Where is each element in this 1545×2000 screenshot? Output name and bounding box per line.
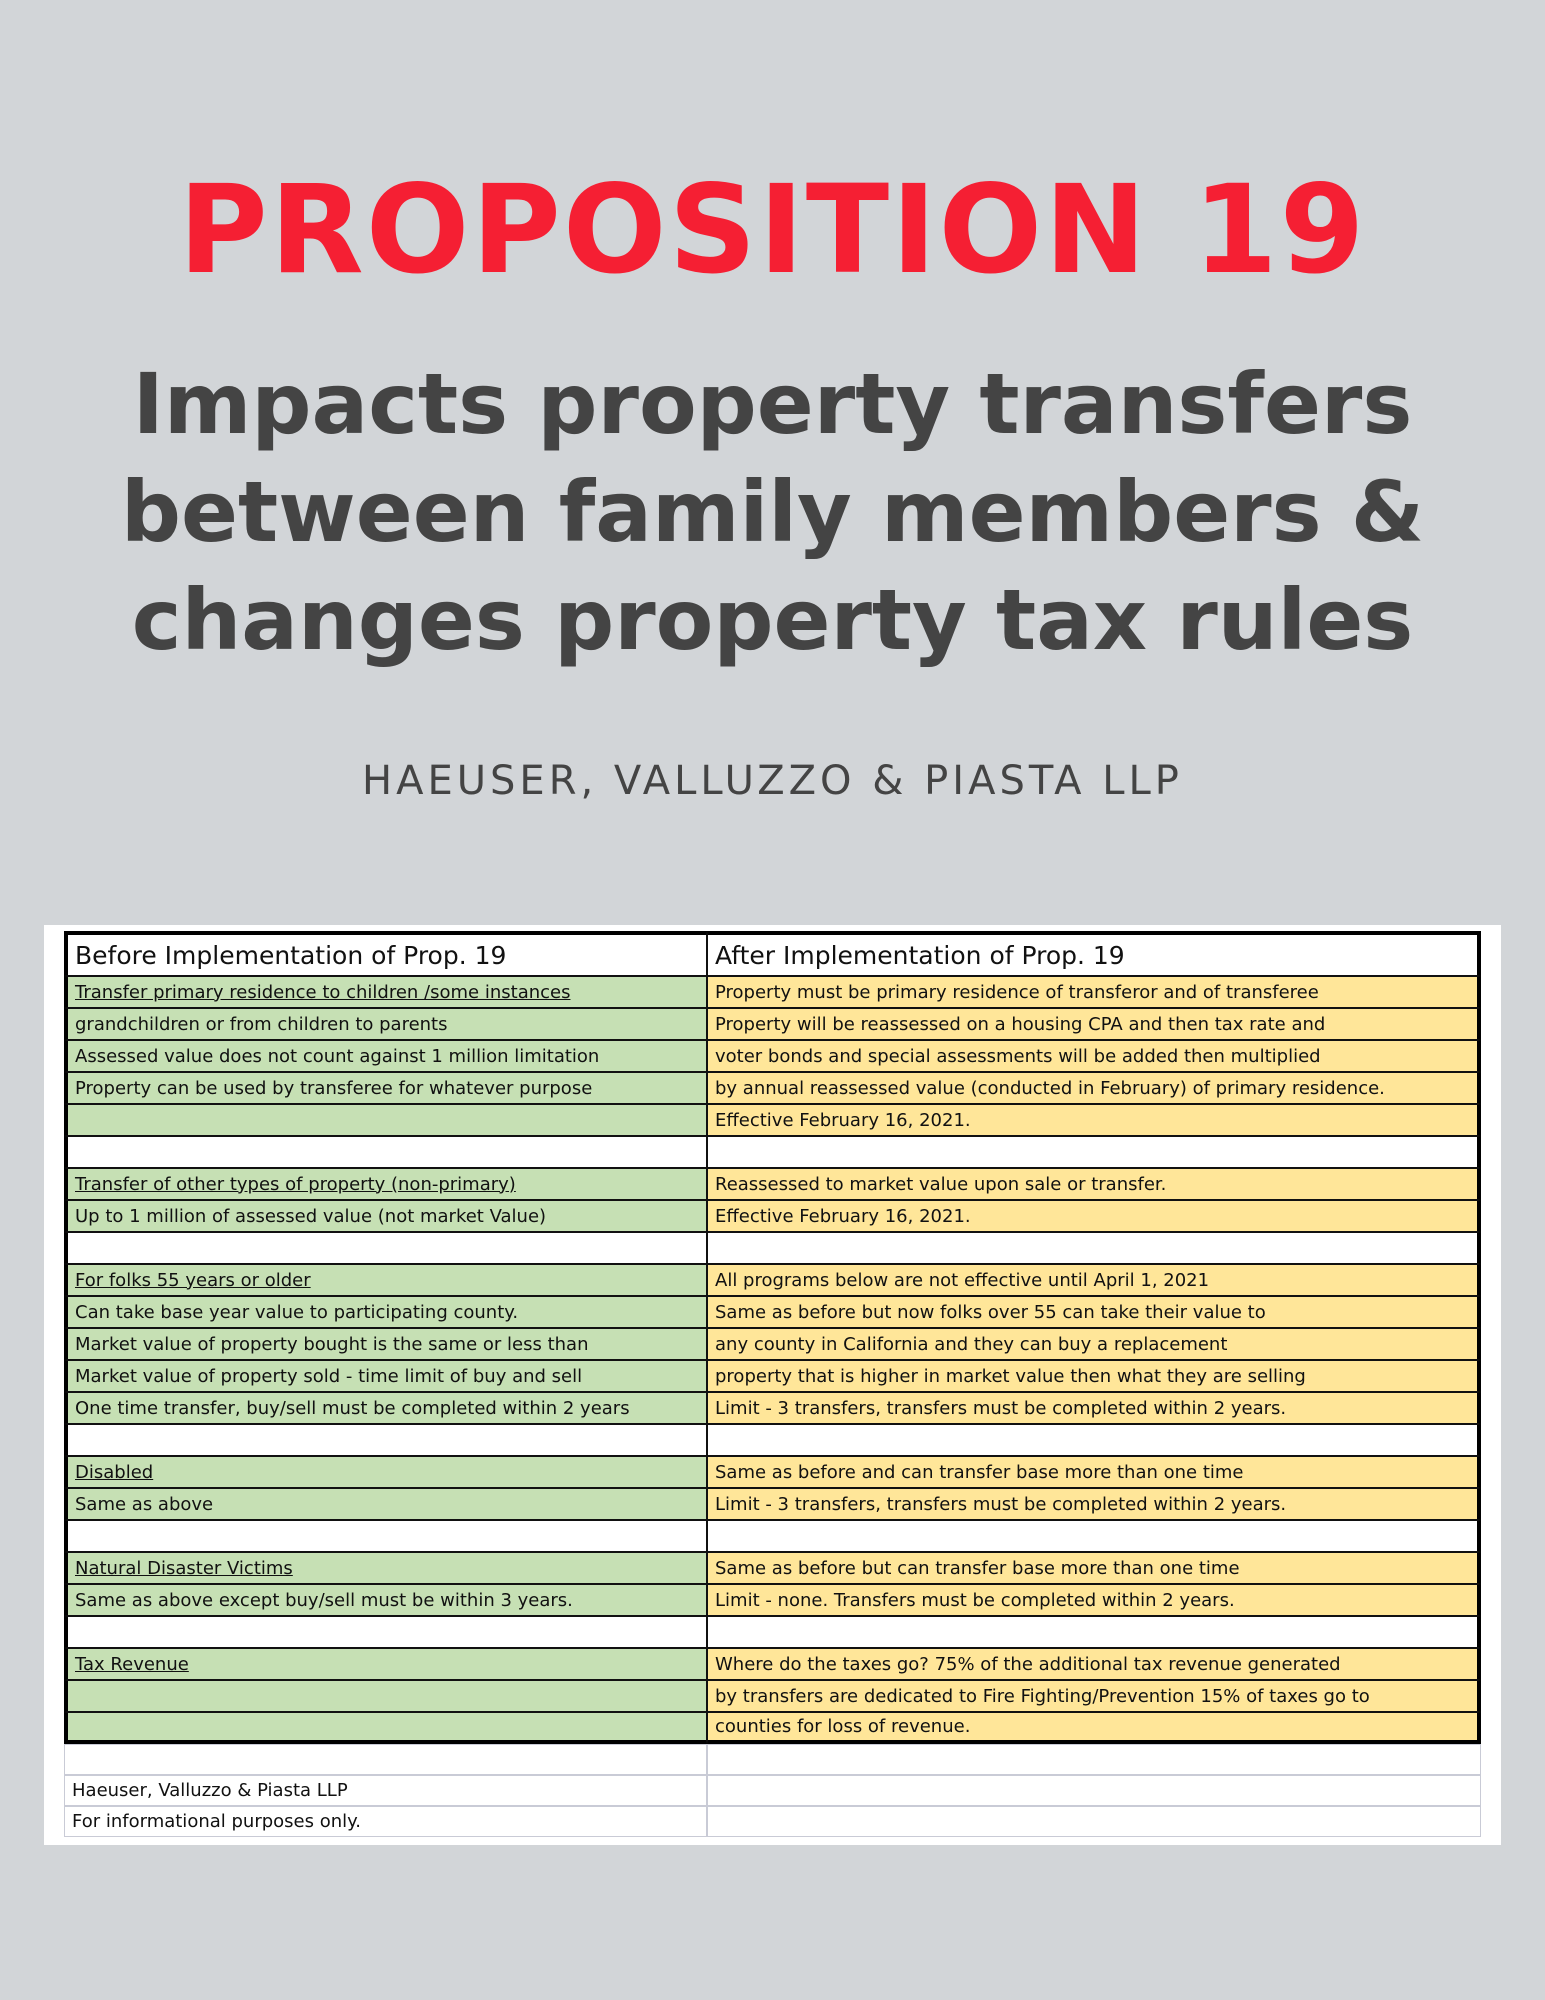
cell-before: Can take base year value to participating county. [64,1296,707,1328]
cell-after: by annual reassessed value (conducted in February) of primary residence. [707,1072,1481,1104]
table-row [64,1584,1481,1616]
table-row [64,1040,1481,1072]
cell-after: Same as before and can transfer base more than one time [707,1456,1481,1488]
table-header-row [64,931,1481,976]
cell-before: Market value of property sold - time limit of buy and sell [64,1360,707,1392]
cell-before [64,1616,707,1648]
cell-after: Same as before but can transfer base more than one time [707,1552,1481,1584]
table-row [64,1552,1481,1584]
cell-before: Same as above [64,1488,707,1520]
cell-before: Transfer primary residence to children /some instances [64,976,707,1008]
footer-cell [707,1744,1481,1775]
cell-before [64,1136,707,1168]
table-spacer-row [64,1520,1481,1552]
table-row [64,1392,1481,1424]
subtitle-line-3: changes property tax rules [131,571,1414,669]
cell-before: For folks 55 years or older [64,1264,707,1296]
table-spacer-row [64,1232,1481,1264]
cell-before: Property can be used by transferee for whatever purpose [64,1072,707,1104]
cell-before: One time transfer, buy/sell must be completed within 2 years [64,1392,707,1424]
table-row [64,1360,1481,1392]
cell-after: Limit - 3 transfers, transfers must be completed within 2 years. [707,1392,1481,1424]
cell-before: Natural Disaster Victims [64,1552,707,1584]
cell-before: Same as above except buy/sell must be within 3 years. [64,1584,707,1616]
footer-row [64,1775,1481,1806]
cell-before: Up to 1 million of assessed value (not market Value) [64,1200,707,1232]
cell-after [707,1424,1481,1456]
table-row [64,1296,1481,1328]
table-row [64,1200,1481,1232]
footer-blank-row [64,1744,1481,1775]
table-row [64,1264,1481,1296]
cell-after: All programs below are not effective until April 1, 2021 [707,1264,1481,1296]
cell-before [64,1520,707,1552]
footer-firm: Haeuser, Valluzzo & Piasta LLP [64,1775,707,1806]
table-row [64,1072,1481,1104]
cell-after: any county in California and they can buy a replacement [707,1328,1481,1360]
cell-after: Where do the taxes go? 75% of the additional tax revenue generated [707,1648,1481,1680]
cell-after [707,1520,1481,1552]
cell-after [707,1616,1481,1648]
cell-after: Reassessed to market value upon sale or transfer. [707,1168,1481,1200]
cell-before: grandchildren or from children to parents [64,1008,707,1040]
footer-cell [707,1806,1481,1837]
footer-row [64,1806,1481,1837]
footer-cell [707,1775,1481,1806]
cell-after: Property will be reassessed on a housing CPA and then tax rate and [707,1008,1481,1040]
cell-after: Property must be primary residence of transferor and of transferee [707,976,1481,1008]
cell-after: Effective February 16, 2021. [707,1200,1481,1232]
cell-before: Market value of property bought is the same or less than [64,1328,707,1360]
cell-before: Transfer of other types of property (non-primary) [64,1168,707,1200]
footer-disclaimer: For informational purposes only. [64,1806,707,1837]
page-subtitle [0,350,1545,674]
table-row [64,1168,1481,1200]
footer-cell [64,1744,707,1775]
table-footer [64,1744,1481,1837]
table-row [64,1680,1481,1712]
table-spacer-row [64,1136,1481,1168]
header-after: After Implementation of Prop. 19 [707,931,1481,976]
cell-before [64,1232,707,1264]
table-row [64,1104,1481,1136]
comparison-table [64,931,1481,1744]
cell-after: Same as before but now folks over 55 can take their value to [707,1296,1481,1328]
cell-before [64,1712,707,1744]
table-row [64,1008,1481,1040]
firm-name: HAEUSER, VALLUZZO & PIASTA LLP [362,758,1183,804]
table-row [64,1712,1481,1744]
header-before: Before Implementation of Prop. 19 [64,931,707,976]
table-spacer-row [64,1616,1481,1648]
cell-after [707,1232,1481,1264]
cell-before [64,1424,707,1456]
table-row [64,1488,1481,1520]
cell-after: property that is higher in market value then what they are selling [707,1360,1481,1392]
cell-after: voter bonds and special assessments will be added then multiplied [707,1040,1481,1072]
table-spacer-row [64,1424,1481,1456]
cell-before [64,1680,707,1712]
table-row [64,1648,1481,1680]
subtitle-line-2: between family members & [120,463,1425,561]
cell-before: Tax Revenue [64,1648,707,1680]
cell-before: Disabled [64,1456,707,1488]
table-row [64,976,1481,1008]
table-row [64,1328,1481,1360]
cell-after: by transfers are dedicated to Fire Fighting/Prevention 15% of taxes go to [707,1680,1481,1712]
comparison-spreadsheet [44,925,1501,1845]
page-title: PROPOSITION 19 [178,159,1367,301]
cell-after: Effective February 16, 2021. [707,1104,1481,1136]
cell-after: counties for loss of revenue. [707,1712,1481,1744]
table-row [64,1456,1481,1488]
cell-after: Limit - none. Transfers must be completed within 2 years. [707,1584,1481,1616]
cell-after: Limit - 3 transfers, transfers must be completed within 2 years. [707,1488,1481,1520]
cell-before [64,1104,707,1136]
cell-after [707,1136,1481,1168]
subtitle-line-1: Impacts property transfers [132,355,1413,453]
cell-before: Assessed value does not count against 1 million limitation [64,1040,707,1072]
